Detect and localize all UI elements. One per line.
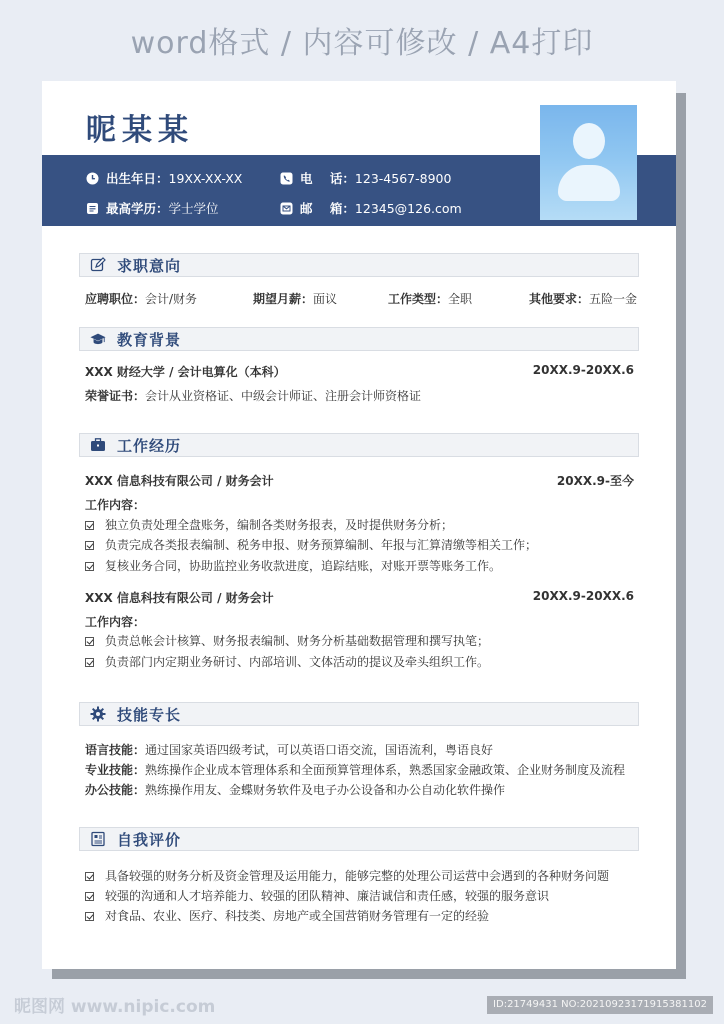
self-eval-item: 对食品、农业、医疗、科技类、房地产或全国营销财务管理有一定的经验 [85, 907, 489, 924]
resume-name: 昵某某 [86, 113, 194, 148]
job-2-period: 20XX.9-20XX.6 [532, 589, 634, 603]
section-header-education: 教育背景 [79, 327, 639, 351]
briefcase-icon [90, 437, 106, 453]
job-1-duty: 复核业务合同，协助监控业务收款进度，追踪结账，对账开票等账务工作。 [85, 557, 501, 574]
checkbox-icon [85, 658, 94, 667]
job-1-content-label: 工作内容： [85, 498, 146, 512]
education-info: 最高学历： 学士学位 [86, 199, 219, 217]
skill-professional: 专业技能：熟练操作企业成本管理体系和全面预算管理体系，熟悉国家金融政策、企业财务制度及流程 [85, 763, 626, 777]
education-honor: 荣誉证书：会计从业资格证、中级会计师证、注册会计师资格证 [85, 389, 422, 403]
checkbox-icon [85, 892, 94, 901]
job-2-content-label: 工作内容： [85, 615, 146, 629]
education-school: XXX 财经大学 / 会计电算化（本科） [85, 365, 286, 379]
phone-info: 电 话： 123-4567-8900 [280, 169, 451, 187]
id-card-icon [90, 831, 106, 847]
watermark-logo: 昵图网 www.nipic.com [14, 997, 216, 1017]
checkbox-icon [85, 637, 94, 646]
intent-salary: 期望月薪：面议 [253, 292, 338, 306]
job-1-duty: 独立负责处理全盘账务，编制各类财务报表，及时提供财务分析； [85, 516, 453, 533]
checkbox-icon [85, 562, 94, 571]
checkbox-icon [85, 541, 94, 550]
watermark-id: ID:21749431 NO:20210923171915381102 [487, 996, 713, 1014]
book-icon [86, 202, 99, 215]
skill-language: 语言技能：通过国家英语四级考试，可以英语口语交流，国语流利，粤语良好 [85, 743, 494, 757]
section-header-self-eval: 自我评价 [79, 827, 639, 851]
avatar-head [573, 123, 605, 159]
top-banner: word格式 / 内容可修改 / A4打印 [130, 26, 594, 61]
self-eval-item: 具备较强的财务分析及资金管理及运用能力，能够完整的处理公司运营中会遇到的各种财务问题 [85, 867, 609, 884]
intent-other: 其他要求：五险一金 [529, 292, 638, 306]
education-period: 20XX.9-20XX.6 [532, 363, 634, 377]
skill-office: 办公技能：熟练操作用友、金蝶财务软件及电子办公设备和办公自动化软件操作 [85, 783, 506, 797]
job-1-company: XXX 信息科技有限公司 / 财务会计 [85, 474, 274, 488]
self-eval-item: 较强的沟通和人才培养能力、较强的团队精神、廉洁诚信和责任感，较强的服务意识 [85, 887, 549, 904]
phone-icon [280, 172, 293, 185]
gear-icon [90, 706, 106, 722]
job-1-duty: 负责完成各类报表编制、税务申报、财务预算编制、年报与汇算清缴等相关工作； [85, 536, 537, 553]
resume-page [42, 81, 676, 969]
edit-icon [90, 257, 106, 273]
avatar-photo [540, 105, 637, 220]
job-2-duty: 负责总帐会计核算、财务报表编制、财务分析基础数据管理和撰写执笔； [85, 632, 489, 649]
job-2-duty: 负责部门内定期业务研讨、内部培训、文体活动的提议及牵头组织工作。 [85, 653, 489, 670]
email-info: 邮 箱： 12345@126.com [280, 199, 462, 217]
checkbox-icon [85, 912, 94, 921]
birth-info: 出生年日： 19XX-XX-XX [86, 169, 242, 187]
section-header-work: 工作经历 [79, 433, 639, 457]
clock-icon [86, 172, 99, 185]
checkbox-icon [85, 872, 94, 881]
envelope-icon [280, 202, 293, 215]
section-header-skills: 技能专长 [79, 702, 639, 726]
intent-position: 应聘职位：会计/财务 [85, 292, 198, 306]
avatar-body [558, 165, 620, 201]
section-header-intent: 求职意向 [79, 253, 639, 277]
job-1-period: 20XX.9-至今 [556, 474, 634, 488]
intent-type: 工作类型：全职 [388, 292, 473, 306]
job-2-company: XXX 信息科技有限公司 / 财务会计 [85, 591, 274, 605]
graduation-cap-icon [90, 331, 106, 347]
checkbox-icon [85, 521, 94, 530]
